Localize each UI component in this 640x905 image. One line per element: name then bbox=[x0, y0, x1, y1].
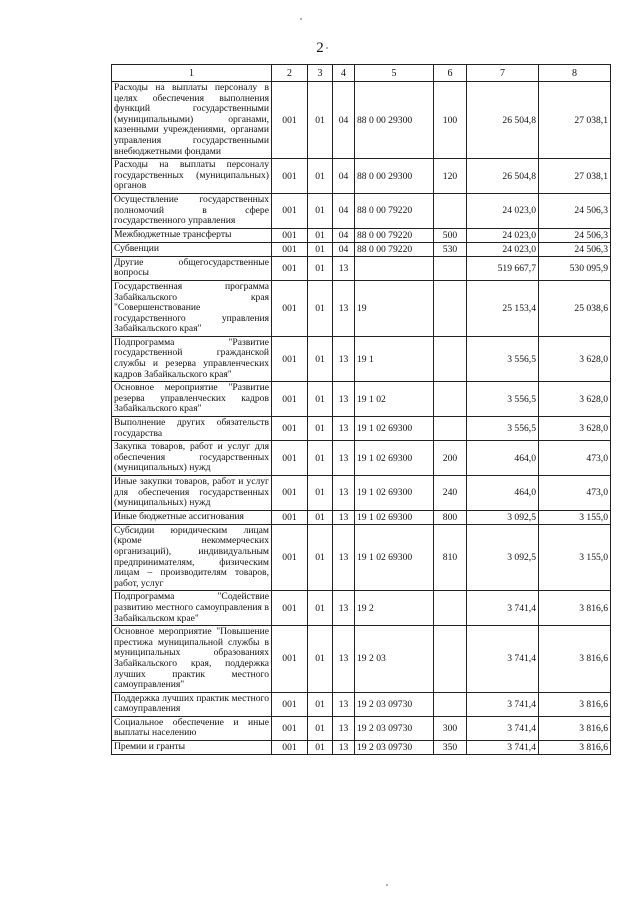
row-value-cell: 3 816,6 bbox=[539, 716, 611, 740]
row-value-cell: 19 bbox=[355, 280, 434, 336]
row-value-cell: 13 bbox=[333, 626, 355, 693]
scan-speck bbox=[300, 18, 302, 20]
table-row bbox=[112, 256, 611, 280]
row-value-cell bbox=[434, 193, 467, 228]
table-row bbox=[112, 476, 611, 511]
table-row bbox=[112, 280, 611, 336]
row-value-cell: 01 bbox=[308, 228, 333, 242]
row-value-cell: 01 bbox=[308, 280, 333, 336]
row-value-cell: 240 bbox=[434, 476, 467, 511]
row-name-cell: Межбюджетные трансферты bbox=[112, 228, 272, 242]
row-value-cell: 120 bbox=[434, 159, 467, 194]
column-header: 7 bbox=[467, 65, 539, 82]
row-value-cell: 24 506,3 bbox=[539, 193, 611, 228]
row-value-cell: 3 741,4 bbox=[467, 591, 539, 626]
row-value-cell: 001 bbox=[272, 228, 308, 242]
row-value-cell: 3 628,0 bbox=[539, 417, 611, 441]
row-name-cell: Расходы на выплаты персоналу в целях обеспечения выполнения функций государственными (муниципальными) органами, казенными учреждениями, органами управления государственными внебюджетными фондами bbox=[112, 82, 272, 159]
row-value-cell: 001 bbox=[272, 626, 308, 693]
row-value-cell bbox=[434, 591, 467, 626]
column-header: 8 bbox=[539, 65, 611, 82]
row-value-cell: 001 bbox=[272, 417, 308, 441]
row-name-cell: Социальное обеспечение и иные выплаты населению bbox=[112, 716, 272, 740]
row-value-cell: 800 bbox=[434, 510, 467, 524]
row-value-cell: 24 506,3 bbox=[539, 228, 611, 242]
row-name-cell: Расходы на выплаты персоналу государственных (муниципальных) органов bbox=[112, 159, 272, 194]
row-value-cell: 500 bbox=[434, 228, 467, 242]
row-value-cell: 13 bbox=[333, 741, 355, 755]
table-row bbox=[112, 716, 611, 740]
row-value-cell: 27 038,1 bbox=[539, 82, 611, 159]
row-value-cell: 001 bbox=[272, 741, 308, 755]
table-row bbox=[112, 82, 611, 159]
row-value-cell bbox=[434, 417, 467, 441]
row-value-cell: 13 bbox=[333, 716, 355, 740]
row-value-cell: 04 bbox=[333, 193, 355, 228]
row-value-cell: 24 506,3 bbox=[539, 242, 611, 256]
row-value-cell: 01 bbox=[308, 417, 333, 441]
row-value-cell: 001 bbox=[272, 716, 308, 740]
row-value-cell: 001 bbox=[272, 476, 308, 511]
row-value-cell: 04 bbox=[333, 242, 355, 256]
page-number: 2 bbox=[316, 40, 324, 56]
table-row bbox=[112, 741, 611, 755]
table-body bbox=[112, 82, 611, 755]
row-value-cell: 01 bbox=[308, 692, 333, 716]
row-value-cell: 27 038,1 bbox=[539, 159, 611, 194]
row-value-cell: 3 816,6 bbox=[539, 692, 611, 716]
row-value-cell: 200 bbox=[434, 441, 467, 476]
row-value-cell: 001 bbox=[272, 510, 308, 524]
row-value-cell: 19 2 03 09730 bbox=[355, 692, 434, 716]
row-value-cell: 3 741,4 bbox=[467, 741, 539, 755]
column-header: 3 bbox=[308, 65, 333, 82]
row-value-cell: 01 bbox=[308, 256, 333, 280]
row-value-cell: 19 1 bbox=[355, 336, 434, 381]
scan-speck bbox=[326, 47, 328, 49]
row-value-cell: 01 bbox=[308, 382, 333, 417]
row-value-cell: 88 0 00 29300 bbox=[355, 159, 434, 194]
row-name-cell: Субсидии юридическим лицам (кроме некоммерческих организаций), индивидуальным предпринимателям, физическим лицам – производителям товаров, работ, услуг bbox=[112, 524, 272, 591]
row-value-cell bbox=[434, 692, 467, 716]
row-value-cell: 3 741,4 bbox=[467, 716, 539, 740]
row-name-cell: Поддержка лучших практик местного самоуправления bbox=[112, 692, 272, 716]
row-name-cell: Премии и гранты bbox=[112, 741, 272, 755]
row-value-cell: 001 bbox=[272, 524, 308, 591]
row-name-cell: Другие общегосударственные вопросы bbox=[112, 256, 272, 280]
row-name-cell: Закупка товаров, работ и услуг для обеспечения государственных (муниципальных) нужд bbox=[112, 441, 272, 476]
row-value-cell: 001 bbox=[272, 591, 308, 626]
row-value-cell bbox=[434, 280, 467, 336]
table-row bbox=[112, 159, 611, 194]
row-name-cell: Подпрограмма "Развитие государственной гражданской службы и резерва управленческих кадров Забайкальского края" bbox=[112, 336, 272, 381]
row-value-cell: 25 153,4 bbox=[467, 280, 539, 336]
row-value-cell: 88 0 00 79220 bbox=[355, 228, 434, 242]
row-value-cell: 473,0 bbox=[539, 476, 611, 511]
row-value-cell: 13 bbox=[333, 417, 355, 441]
row-value-cell: 19 1 02 69300 bbox=[355, 524, 434, 591]
row-value-cell: 530 bbox=[434, 242, 467, 256]
row-value-cell: 26 504,8 bbox=[467, 82, 539, 159]
row-name-cell: Основное мероприятие "Развитие резерва управленческих кадров Забайкальского края" bbox=[112, 382, 272, 417]
table-row bbox=[112, 242, 611, 256]
row-value-cell: 13 bbox=[333, 336, 355, 381]
scan-speck bbox=[386, 884, 388, 886]
table-row bbox=[112, 382, 611, 417]
table-row bbox=[112, 510, 611, 524]
row-value-cell: 13 bbox=[333, 692, 355, 716]
table-row bbox=[112, 228, 611, 242]
row-value-cell: 04 bbox=[333, 159, 355, 194]
row-value-cell: 3 628,0 bbox=[539, 382, 611, 417]
row-name-cell: Субвенции bbox=[112, 242, 272, 256]
row-name-cell: Основное мероприятие "Повышение престижа муниципальной службы в муниципальных образованиях Забайкальского края, поддержка лучших практик местного самоуправления" bbox=[112, 626, 272, 693]
row-value-cell: 01 bbox=[308, 626, 333, 693]
row-value-cell: 19 1 02 bbox=[355, 382, 434, 417]
row-value-cell: 13 bbox=[333, 256, 355, 280]
header-row bbox=[112, 65, 611, 82]
column-header: 6 bbox=[434, 65, 467, 82]
row-name-cell: Государственная программа Забайкальского края "Совершенствование государственного управления Забайкальского края" bbox=[112, 280, 272, 336]
row-value-cell: 810 bbox=[434, 524, 467, 591]
row-value-cell: 001 bbox=[272, 280, 308, 336]
budget-table bbox=[111, 64, 611, 755]
row-value-cell: 24 023,0 bbox=[467, 242, 539, 256]
row-value-cell: 300 bbox=[434, 716, 467, 740]
row-value-cell: 13 bbox=[333, 441, 355, 476]
row-name-cell: Иные бюджетные ассигнования bbox=[112, 510, 272, 524]
row-value-cell: 13 bbox=[333, 382, 355, 417]
row-value-cell: 001 bbox=[272, 193, 308, 228]
row-value-cell: 464,0 bbox=[467, 476, 539, 511]
row-value-cell: 01 bbox=[308, 193, 333, 228]
row-value-cell: 24 023,0 bbox=[467, 193, 539, 228]
table-row bbox=[112, 524, 611, 591]
row-value-cell: 473,0 bbox=[539, 441, 611, 476]
column-header: 4 bbox=[333, 65, 355, 82]
table-row bbox=[112, 441, 611, 476]
row-name-cell: Выполнение других обязательств государства bbox=[112, 417, 272, 441]
row-value-cell: 19 1 02 69300 bbox=[355, 476, 434, 511]
table-row bbox=[112, 336, 611, 381]
row-value-cell: 13 bbox=[333, 280, 355, 336]
row-value-cell: 3 741,4 bbox=[467, 626, 539, 693]
row-value-cell: 001 bbox=[272, 382, 308, 417]
row-value-cell: 24 023,0 bbox=[467, 228, 539, 242]
row-value-cell: 464,0 bbox=[467, 441, 539, 476]
row-value-cell: 01 bbox=[308, 242, 333, 256]
column-header: 2 bbox=[272, 65, 308, 82]
row-value-cell: 19 1 02 69300 bbox=[355, 417, 434, 441]
row-value-cell: 01 bbox=[308, 336, 333, 381]
row-value-cell bbox=[434, 256, 467, 280]
row-value-cell: 3 092,5 bbox=[467, 510, 539, 524]
row-value-cell: 3 092,5 bbox=[467, 524, 539, 591]
table-row bbox=[112, 591, 611, 626]
row-value-cell: 3 556,5 bbox=[467, 382, 539, 417]
row-value-cell: 01 bbox=[308, 441, 333, 476]
row-value-cell: 001 bbox=[272, 82, 308, 159]
row-value-cell: 3 816,6 bbox=[539, 591, 611, 626]
table-row bbox=[112, 193, 611, 228]
row-value-cell: 3 556,5 bbox=[467, 336, 539, 381]
row-value-cell: 001 bbox=[272, 336, 308, 381]
row-value-cell: 3 816,6 bbox=[539, 626, 611, 693]
row-value-cell: 13 bbox=[333, 524, 355, 591]
table-row bbox=[112, 417, 611, 441]
row-value-cell: 01 bbox=[308, 159, 333, 194]
row-value-cell bbox=[434, 336, 467, 381]
row-value-cell: 3 155,0 bbox=[539, 510, 611, 524]
row-value-cell: 19 2 03 bbox=[355, 626, 434, 693]
row-value-cell: 001 bbox=[272, 256, 308, 280]
row-value-cell: 88 0 00 79220 bbox=[355, 242, 434, 256]
row-value-cell: 19 2 bbox=[355, 591, 434, 626]
row-value-cell: 25 038,6 bbox=[539, 280, 611, 336]
row-value-cell: 3 155,0 bbox=[539, 524, 611, 591]
row-value-cell: 01 bbox=[308, 82, 333, 159]
row-value-cell: 04 bbox=[333, 228, 355, 242]
row-value-cell: 04 bbox=[333, 82, 355, 159]
row-name-cell: Подпрограмма "Содействие развитию местного самоуправления в Забайкальском крае" bbox=[112, 591, 272, 626]
row-value-cell: 530 095,9 bbox=[539, 256, 611, 280]
row-value-cell: 19 2 03 09730 bbox=[355, 741, 434, 755]
row-value-cell: 19 2 03 09730 bbox=[355, 716, 434, 740]
row-value-cell: 519 667,7 bbox=[467, 256, 539, 280]
row-name-cell: Иные закупки товаров, работ и услуг для обеспечения государственных (муниципальных) нужд bbox=[112, 476, 272, 511]
table-row bbox=[112, 626, 611, 693]
row-value-cell: 19 1 02 69300 bbox=[355, 441, 434, 476]
row-value-cell: 100 bbox=[434, 82, 467, 159]
row-value-cell: 3 741,4 bbox=[467, 692, 539, 716]
table-row bbox=[112, 692, 611, 716]
row-value-cell: 01 bbox=[308, 741, 333, 755]
row-value-cell bbox=[355, 256, 434, 280]
row-value-cell: 13 bbox=[333, 591, 355, 626]
row-value-cell: 001 bbox=[272, 441, 308, 476]
column-header: 5 bbox=[355, 65, 434, 82]
row-value-cell: 01 bbox=[308, 716, 333, 740]
row-value-cell: 3 628,0 bbox=[539, 336, 611, 381]
row-value-cell: 001 bbox=[272, 159, 308, 194]
row-value-cell: 01 bbox=[308, 591, 333, 626]
row-value-cell bbox=[434, 626, 467, 693]
row-value-cell: 13 bbox=[333, 510, 355, 524]
row-value-cell: 19 1 02 69300 bbox=[355, 510, 434, 524]
row-value-cell: 26 504,8 bbox=[467, 159, 539, 194]
row-value-cell: 350 bbox=[434, 741, 467, 755]
column-header: 1 bbox=[112, 65, 272, 82]
row-value-cell: 01 bbox=[308, 524, 333, 591]
row-value-cell: 88 0 00 29300 bbox=[355, 82, 434, 159]
row-name-cell: Осуществление государственных полномочий в сфере государственного управления bbox=[112, 193, 272, 228]
row-value-cell: 001 bbox=[272, 242, 308, 256]
row-value-cell: 3 556,5 bbox=[467, 417, 539, 441]
row-value-cell bbox=[434, 382, 467, 417]
row-value-cell: 13 bbox=[333, 476, 355, 511]
row-value-cell: 001 bbox=[272, 692, 308, 716]
row-value-cell: 01 bbox=[308, 510, 333, 524]
row-value-cell: 88 0 00 79220 bbox=[355, 193, 434, 228]
row-value-cell: 01 bbox=[308, 476, 333, 511]
row-value-cell: 3 816,6 bbox=[539, 741, 611, 755]
